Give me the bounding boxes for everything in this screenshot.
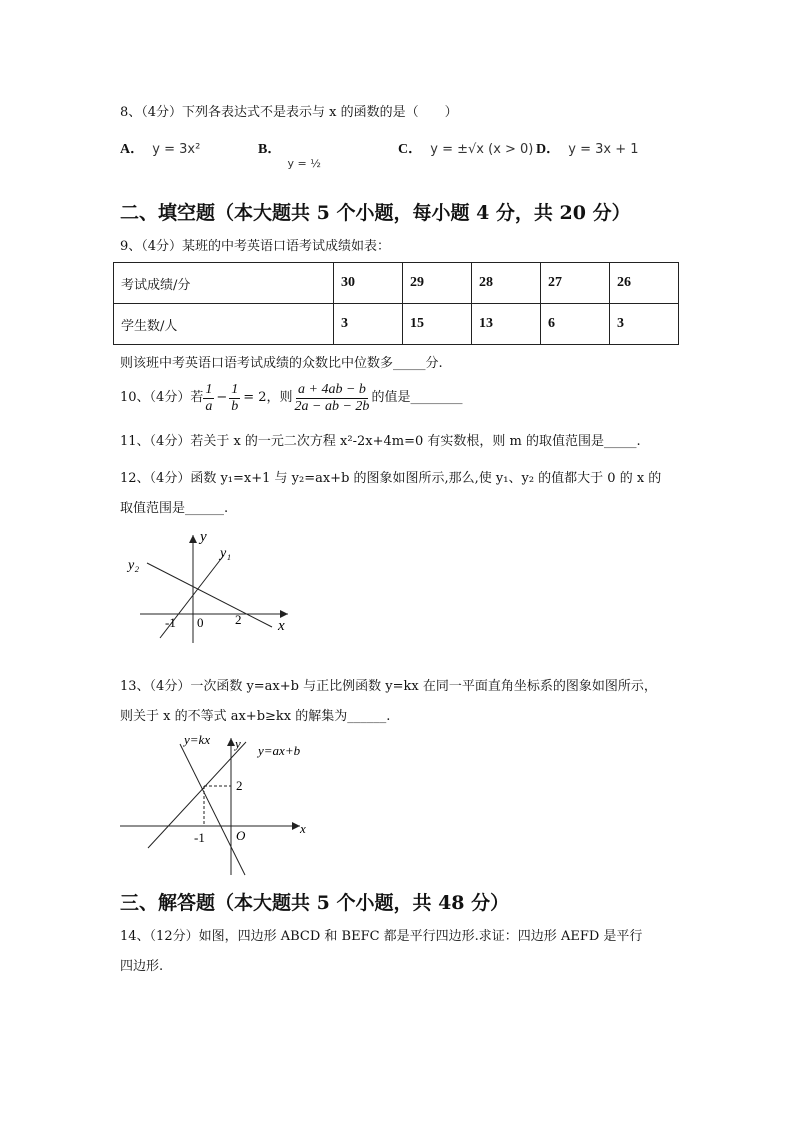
q13-line2: 则关于 x 的不等式 ax+b≥kx 的解集为______. [120, 709, 391, 724]
tick-label: -1 [194, 830, 205, 845]
q10-suffix: 的值是________ [371, 390, 463, 405]
y1-label: y₁ [220, 546, 232, 561]
table-cell: 26 [610, 263, 679, 304]
option-letter: B． [258, 142, 282, 157]
q9-tail: 则该班中考英语口语考试成绩的众数比中位数多_____分. [120, 356, 443, 371]
y-axis-label: y [235, 736, 241, 751]
table-cell: 3 [334, 304, 403, 345]
section-title: 三、解答题（本大题共 5 个小题，共 48 分） [120, 892, 510, 914]
q10-eq: = 2，则 [243, 390, 293, 405]
table-row [114, 304, 679, 345]
tick-label: 2 [235, 612, 242, 627]
table-cell: 6 [541, 304, 610, 345]
fraction-numerator: 1 [205, 381, 213, 397]
q8-option-c[interactable] [398, 138, 533, 158]
table-header-cell: 考试成绩/分 [114, 263, 334, 304]
table-cell: 15 [403, 304, 472, 345]
x-axis-arrow-icon [292, 822, 300, 830]
table-cell: 3 [610, 304, 679, 345]
y-axis-arrow-icon [189, 535, 197, 543]
tick-label: -1 [165, 615, 176, 630]
table-cell: 13 [472, 304, 541, 345]
q12-line1: 12、（4分）函数 y₁=x+1 与 y₂=ax+b 的图象如图所示,那么,使 y₁、y₂ 的值都大于 0 的 x 的 [120, 471, 662, 486]
y-axis-label: y [200, 529, 207, 545]
table-cell: 29 [403, 263, 472, 304]
q12-line2: 取值范围是______. [120, 501, 229, 516]
option-expression: y = 3x² [152, 142, 201, 157]
origin-label: O [236, 828, 246, 843]
table-cell: 28 [472, 263, 541, 304]
y2-label: y₂ [128, 558, 140, 573]
table-row [114, 263, 679, 304]
x-axis-label: x [300, 821, 306, 836]
tick-label: 2 [236, 778, 243, 793]
q13-graph [118, 730, 318, 878]
x-axis-arrow-icon [280, 610, 288, 618]
option-letter: A． [120, 142, 145, 157]
fraction-denominator: 2a − ab − 2b [294, 398, 370, 414]
fraction-denominator: a [205, 398, 213, 414]
line-kx [180, 744, 245, 875]
section-title: 二、填空题（本大题共 5 个小题，每小题 4 分，共 20 分） [120, 202, 631, 224]
fraction-numerator: a + 4ab − b [298, 381, 366, 397]
y-axis-arrow-icon [227, 738, 235, 746]
score-table [113, 262, 679, 345]
q12-graph [120, 525, 300, 645]
fraction [203, 382, 214, 415]
option-letter: D． [536, 142, 561, 157]
table-cell: 27 [541, 263, 610, 304]
fraction [293, 382, 372, 415]
axb-label: y=ax+b [258, 743, 301, 758]
minus-sign: − [216, 390, 228, 405]
table-cell: 30 [334, 263, 403, 304]
q13-line1: 13、（4分）一次函数 y=ax+b 与正比例函数 y=kx 在同一平面直角坐标系的图象如图所示， [120, 679, 657, 694]
q8-option-d[interactable] [536, 138, 639, 158]
option-expression: y = ½ [287, 157, 321, 170]
fraction [229, 382, 240, 415]
table-header-cell: 学生数/人 [114, 304, 334, 345]
kx-label: y=kx [184, 732, 211, 747]
fraction-denominator: b [231, 398, 239, 414]
q11-text: 11、（4分）若关于 x 的一元二次方程 x²-2x+4m=0 有实数根，则 m 的取值范围是_____. [120, 434, 641, 449]
x-axis-label: x [278, 618, 285, 634]
q8-stem: 8、（4分）下列各表达式不是表示与 x 的函数的是（ ） [120, 105, 458, 120]
q14-line2: 四边形. [120, 959, 164, 974]
q9-stem: 9、（4分）某班的中考英语口语考试成绩如表： [120, 239, 391, 254]
option-expression: y = ±√x (x > 0) [430, 142, 534, 157]
option-expression: y = 3x + 1 [568, 142, 639, 157]
q14-line1: 14、（12分）如图，四边形 ABCD 和 BEFC 都是平行四边形.求证：四边形 AEFD 是平行 [120, 929, 643, 944]
q8-option-a[interactable] [120, 138, 200, 158]
q10-line [120, 380, 462, 416]
option-letter: C． [398, 142, 423, 157]
fraction-numerator: 1 [231, 381, 239, 397]
tick-label: 0 [197, 615, 204, 630]
q10-prefix: 10、（4分）若 [120, 390, 204, 405]
